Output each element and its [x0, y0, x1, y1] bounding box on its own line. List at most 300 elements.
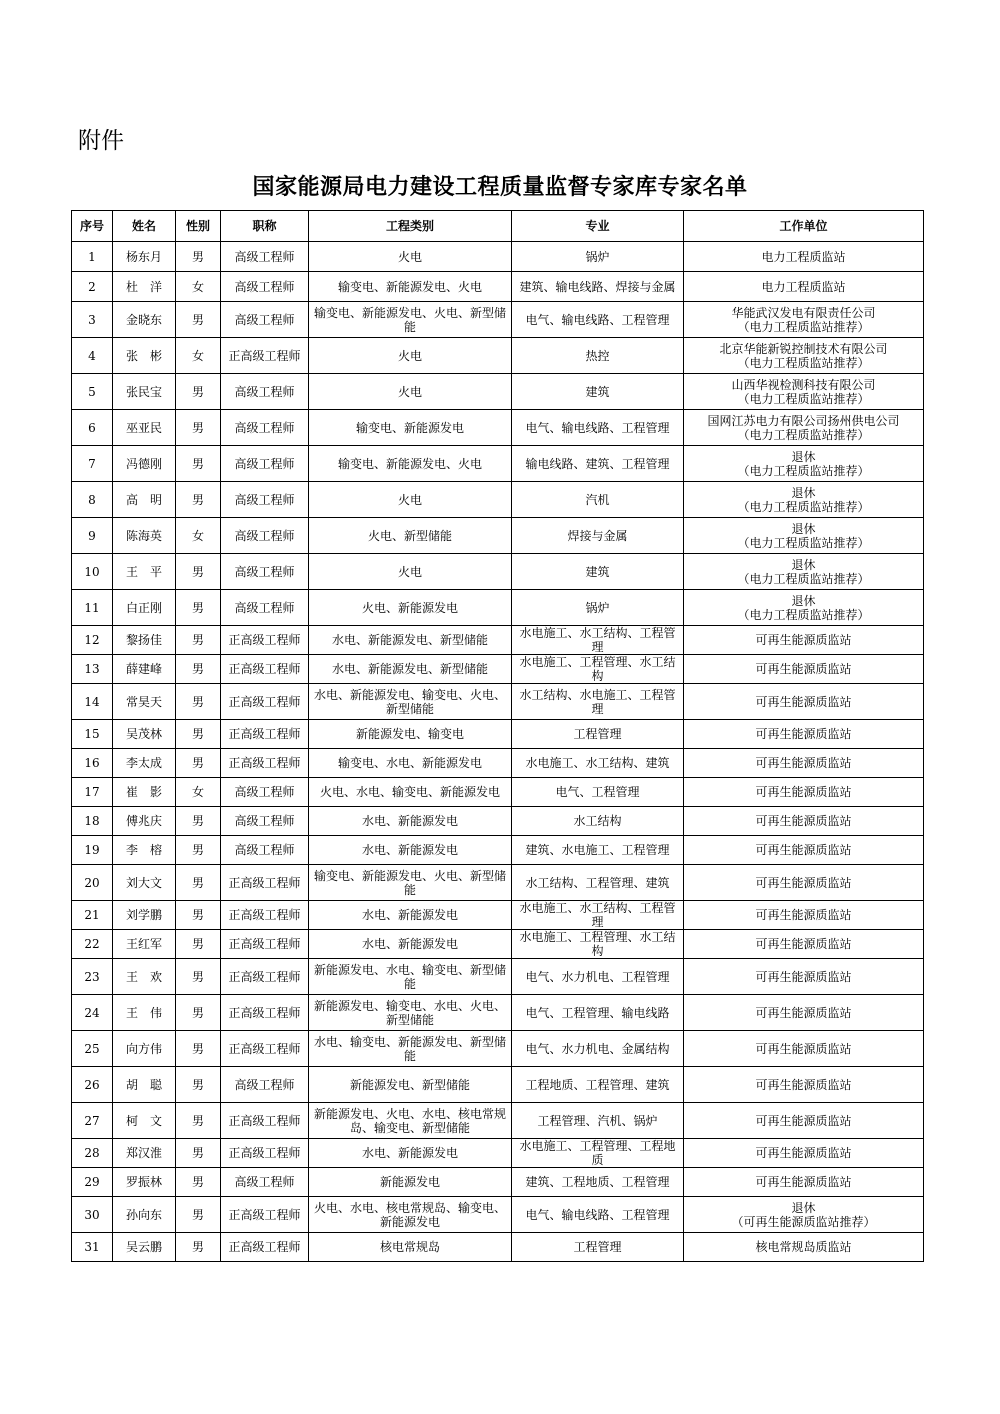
org-line: 电力工程质监站 — [761, 249, 846, 264]
cell-name: 白正刚 — [113, 590, 176, 626]
cell-rank: 正高级工程师 — [221, 930, 309, 959]
cell-name: 杜 洋 — [113, 272, 176, 302]
cell-rank: 高级工程师 — [221, 482, 309, 518]
cell-rank: 高级工程师 — [221, 1168, 309, 1197]
table-row — [72, 302, 924, 338]
cell-org — [684, 720, 924, 749]
cell-sex: 男 — [176, 590, 221, 626]
table-row — [72, 720, 924, 749]
org-line: 可再生能源质监站 — [755, 694, 852, 709]
cell-sex: 男 — [176, 749, 221, 778]
cell-name: 李太成 — [113, 749, 176, 778]
org-line: 华能武汉发电有限责任公司 — [731, 305, 876, 320]
org-line: 核电常规岛质监站 — [755, 1240, 852, 1254]
table-row — [72, 410, 924, 446]
org-line: 山西华视检测科技有限公司 — [731, 377, 876, 392]
table-row — [72, 1103, 924, 1139]
table-row — [72, 930, 924, 959]
cell-rank: 正高级工程师 — [221, 865, 309, 901]
cell-org — [684, 684, 924, 720]
org-line: 退休 — [791, 557, 816, 572]
cell-name: 李 榕 — [113, 836, 176, 865]
col-header-category: 工程类别 — [309, 211, 512, 242]
cell-no: 18 — [72, 807, 113, 836]
table-row — [72, 1233, 924, 1262]
cell-major: 建筑、输电线路、焊接与金属 — [512, 272, 684, 302]
cell-no: 10 — [72, 554, 113, 590]
cell-major: 电气、水力机电、金属结构 — [512, 1031, 684, 1067]
cell-rank: 高级工程师 — [221, 1067, 309, 1103]
org-line: 可再生能源质监站 — [755, 785, 852, 799]
cell-sex: 男 — [176, 482, 221, 518]
table-row — [72, 1197, 924, 1233]
org-line: 可再生能源质监站 — [755, 1146, 852, 1160]
cell-org — [684, 901, 924, 930]
org-line: 可再生能源质监站 — [755, 814, 852, 828]
expert-table — [71, 210, 924, 1262]
cell-no: 8 — [72, 482, 113, 518]
table-row — [72, 590, 924, 626]
table-row — [72, 626, 924, 655]
cell-major: 焊接与金属 — [512, 518, 684, 554]
cell-no: 14 — [72, 684, 113, 720]
org-line: 退休 — [791, 449, 816, 464]
cell-no: 1 — [72, 242, 113, 272]
cell-major: 锅炉 — [512, 242, 684, 272]
cell-category: 火电、水电、核电常规岛、输变电、新能源发电 — [309, 1197, 512, 1233]
cell-major: 水工结构 — [512, 807, 684, 836]
cell-no: 12 — [72, 626, 113, 655]
cell-category: 火电 — [309, 554, 512, 590]
cell-major: 锅炉 — [512, 590, 684, 626]
cell-name: 冯德刚 — [113, 446, 176, 482]
cell-rank: 正高级工程师 — [221, 1031, 309, 1067]
cell-major: 水电施工、水工结构、工程管理 — [512, 626, 684, 655]
cell-category: 新能源发电、输变电、水电、火电、新型储能 — [309, 995, 512, 1031]
cell-rank: 高级工程师 — [221, 242, 309, 272]
cell-name: 常昊天 — [113, 684, 176, 720]
org-line: 退休 — [791, 521, 816, 536]
cell-name: 高 明 — [113, 482, 176, 518]
table-header-row — [72, 211, 924, 242]
cell-rank: 正高级工程师 — [221, 655, 309, 684]
cell-rank: 正高级工程师 — [221, 1197, 309, 1233]
cell-category: 火电 — [309, 482, 512, 518]
cell-name: 张 彬 — [113, 338, 176, 374]
cell-org — [684, 1031, 924, 1067]
cell-no: 17 — [72, 778, 113, 807]
cell-no: 25 — [72, 1031, 113, 1067]
cell-major: 水电施工、工程管理、工程地质 — [512, 1139, 684, 1168]
cell-major: 建筑、水电施工、工程管理 — [512, 836, 684, 865]
cell-major: 水工结构、工程管理、建筑 — [512, 865, 684, 901]
cell-sex: 男 — [176, 1139, 221, 1168]
cell-no: 22 — [72, 930, 113, 959]
cell-no: 30 — [72, 1197, 113, 1233]
cell-major: 电气、工程管理、输电线路 — [512, 995, 684, 1031]
cell-major: 电气、输电线路、工程管理 — [512, 410, 684, 446]
cell-org — [684, 1067, 924, 1103]
org-recommend-line: （电力工程质监站推荐） — [737, 499, 870, 514]
cell-major: 电气、水力机电、工程管理 — [512, 959, 684, 995]
cell-no: 6 — [72, 410, 113, 446]
table-row — [72, 684, 924, 720]
cell-name: 王红军 — [113, 930, 176, 959]
cell-org — [684, 1168, 924, 1197]
cell-sex: 男 — [176, 1197, 221, 1233]
cell-category: 核电常规岛 — [309, 1233, 512, 1262]
cell-rank: 高级工程师 — [221, 518, 309, 554]
org-line: 可再生能源质监站 — [755, 1041, 852, 1056]
cell-sex: 男 — [176, 655, 221, 684]
org-line: 可再生能源质监站 — [755, 1005, 852, 1020]
cell-rank: 高级工程师 — [221, 302, 309, 338]
table-row — [72, 272, 924, 302]
cell-org — [684, 807, 924, 836]
org-recommend-line: （可再生能源质监站推荐） — [731, 1214, 876, 1229]
cell-sex: 男 — [176, 807, 221, 836]
cell-name: 陈海英 — [113, 518, 176, 554]
table-row — [72, 554, 924, 590]
org-line: 可再生能源质监站 — [755, 937, 852, 951]
cell-rank: 高级工程师 — [221, 272, 309, 302]
cell-sex: 男 — [176, 1067, 221, 1103]
org-recommend-line: （电力工程质监站推荐） — [737, 427, 870, 442]
cell-category: 火电 — [309, 242, 512, 272]
cell-org — [684, 995, 924, 1031]
cell-major: 水电施工、水工结构、建筑 — [512, 749, 684, 778]
table-row — [72, 1031, 924, 1067]
cell-no: 4 — [72, 338, 113, 374]
cell-category: 输变电、新能源发电、火电、新型储能 — [309, 865, 512, 901]
org-line: 退休 — [791, 593, 816, 608]
cell-name: 王 伟 — [113, 995, 176, 1031]
cell-major: 水电施工、水工结构、工程管理 — [512, 901, 684, 930]
cell-org — [684, 626, 924, 655]
table-row — [72, 446, 924, 482]
cell-org — [684, 554, 924, 590]
cell-no: 21 — [72, 901, 113, 930]
cell-rank: 正高级工程师 — [221, 959, 309, 995]
cell-no: 2 — [72, 272, 113, 302]
cell-category: 火电 — [309, 338, 512, 374]
cell-major: 电气、输电线路、工程管理 — [512, 1197, 684, 1233]
cell-no: 9 — [72, 518, 113, 554]
cell-category: 火电 — [309, 374, 512, 410]
table-row — [72, 374, 924, 410]
cell-sex: 男 — [176, 446, 221, 482]
cell-name: 金晓东 — [113, 302, 176, 338]
cell-category: 水电、新能源发电 — [309, 930, 512, 959]
cell-name: 刘学鹏 — [113, 901, 176, 930]
cell-sex: 男 — [176, 302, 221, 338]
org-line: 退休 — [791, 485, 816, 500]
org-line: 可再生能源质监站 — [755, 969, 852, 984]
org-recommend-line: （电力工程质监站推荐） — [737, 607, 870, 622]
table-row — [72, 1139, 924, 1168]
table-row — [72, 959, 924, 995]
cell-no: 19 — [72, 836, 113, 865]
cell-name: 薛建峰 — [113, 655, 176, 684]
cell-major: 汽机 — [512, 482, 684, 518]
cell-no: 28 — [72, 1139, 113, 1168]
table-row — [72, 749, 924, 778]
col-header-no: 序号 — [72, 211, 113, 242]
cell-major: 电气、工程管理 — [512, 778, 684, 807]
cell-sex: 男 — [176, 242, 221, 272]
cell-category: 新能源发电、新型储能 — [309, 1067, 512, 1103]
cell-sex: 男 — [176, 374, 221, 410]
table-row — [72, 518, 924, 554]
org-recommend-line: （电力工程质监站推荐） — [737, 571, 870, 586]
table-row — [72, 807, 924, 836]
cell-name: 巫亚民 — [113, 410, 176, 446]
cell-org — [684, 749, 924, 778]
cell-category: 水电、新能源发电、新型储能 — [309, 655, 512, 684]
cell-org — [684, 242, 924, 272]
cell-major: 工程地质、工程管理、建筑 — [512, 1067, 684, 1103]
col-header-sex: 性别 — [176, 211, 221, 242]
cell-no: 13 — [72, 655, 113, 684]
cell-category: 输变电、新能源发电、火电 — [309, 272, 512, 302]
cell-no: 16 — [72, 749, 113, 778]
cell-sex: 男 — [176, 959, 221, 995]
cell-no: 24 — [72, 995, 113, 1031]
cell-sex: 男 — [176, 1031, 221, 1067]
cell-rank: 正高级工程师 — [221, 1139, 309, 1168]
cell-rank: 正高级工程师 — [221, 684, 309, 720]
table-row — [72, 482, 924, 518]
cell-rank: 正高级工程师 — [221, 338, 309, 374]
cell-sex: 男 — [176, 1103, 221, 1139]
cell-category: 火电、新型储能 — [309, 518, 512, 554]
org-line: 可再生能源质监站 — [755, 875, 852, 890]
cell-org — [684, 1139, 924, 1168]
cell-name: 郑汉淮 — [113, 1139, 176, 1168]
cell-category: 火电、新能源发电 — [309, 590, 512, 626]
cell-org — [684, 1197, 924, 1233]
cell-category: 新能源发电、水电、输变电、新型储能 — [309, 959, 512, 995]
cell-sex: 女 — [176, 518, 221, 554]
cell-org — [684, 374, 924, 410]
cell-sex: 男 — [176, 1233, 221, 1262]
cell-sex: 男 — [176, 1168, 221, 1197]
cell-category: 水电、新能源发电 — [309, 1139, 512, 1168]
cell-org — [684, 518, 924, 554]
cell-sex: 男 — [176, 554, 221, 590]
cell-name: 黎扬佳 — [113, 626, 176, 655]
cell-name: 吴茂林 — [113, 720, 176, 749]
org-line: 退休 — [791, 1200, 816, 1215]
cell-no: 5 — [72, 374, 113, 410]
cell-major: 工程管理 — [512, 1233, 684, 1262]
org-line: 可再生能源质监站 — [755, 756, 852, 770]
cell-sex: 女 — [176, 778, 221, 807]
cell-category: 新能源发电、火电、水电、核电常规岛、输变电、新型储能 — [309, 1103, 512, 1139]
cell-major: 输电线路、建筑、工程管理 — [512, 446, 684, 482]
cell-no: 20 — [72, 865, 113, 901]
cell-sex: 男 — [176, 720, 221, 749]
cell-name: 胡 聪 — [113, 1067, 176, 1103]
cell-org — [684, 930, 924, 959]
table-row — [72, 995, 924, 1031]
cell-rank: 正高级工程师 — [221, 626, 309, 655]
org-recommend-line: （电力工程质监站推荐） — [737, 535, 870, 550]
cell-category: 输变电、水电、新能源发电 — [309, 749, 512, 778]
org-line: 可再生能源质监站 — [755, 1113, 852, 1128]
cell-sex: 女 — [176, 272, 221, 302]
cell-no: 11 — [72, 590, 113, 626]
org-line: 北京华能新锐控制技术有限公司 — [719, 341, 888, 356]
cell-rank: 高级工程师 — [221, 554, 309, 590]
cell-major: 水工结构、水电施工、工程管理 — [512, 684, 684, 720]
cell-category: 水电、新能源发电、输变电、火电、新型储能 — [309, 684, 512, 720]
cell-name: 罗振林 — [113, 1168, 176, 1197]
cell-rank: 高级工程师 — [221, 410, 309, 446]
cell-category: 新能源发电 — [309, 1168, 512, 1197]
cell-no: 23 — [72, 959, 113, 995]
cell-sex: 男 — [176, 836, 221, 865]
cell-sex: 男 — [176, 930, 221, 959]
org-line: 可再生能源质监站 — [755, 908, 852, 922]
col-header-name: 姓名 — [113, 211, 176, 242]
cell-category: 水电、新能源发电、新型储能 — [309, 626, 512, 655]
cell-rank: 正高级工程师 — [221, 901, 309, 930]
table-row — [72, 338, 924, 374]
cell-sex: 男 — [176, 410, 221, 446]
document-title: 国家能源局电力建设工程质量监督专家库专家名单 — [252, 174, 748, 200]
cell-org — [684, 1103, 924, 1139]
org-line: 可再生能源质监站 — [755, 1175, 852, 1189]
cell-rank: 高级工程师 — [221, 446, 309, 482]
cell-name: 刘大文 — [113, 865, 176, 901]
cell-no: 7 — [72, 446, 113, 482]
cell-major: 建筑 — [512, 554, 684, 590]
cell-org — [684, 865, 924, 901]
cell-rank: 正高级工程师 — [221, 1103, 309, 1139]
cell-org — [684, 338, 924, 374]
org-line: 可再生能源质监站 — [755, 843, 852, 857]
cell-no: 26 — [72, 1067, 113, 1103]
cell-category: 水电、新能源发电 — [309, 901, 512, 930]
org-recommend-line: （电力工程质监站推荐） — [737, 319, 870, 334]
cell-no: 29 — [72, 1168, 113, 1197]
cell-category: 火电、水电、输变电、新能源发电 — [309, 778, 512, 807]
cell-no: 3 — [72, 302, 113, 338]
cell-major: 电气、输电线路、工程管理 — [512, 302, 684, 338]
cell-major: 水电施工、工程管理、水工结构 — [512, 930, 684, 959]
cell-major: 建筑、工程地质、工程管理 — [512, 1168, 684, 1197]
cell-name: 张民宝 — [113, 374, 176, 410]
cell-name: 傅兆庆 — [113, 807, 176, 836]
cell-category: 水电、输变电、新能源发电、新型储能 — [309, 1031, 512, 1067]
cell-sex: 女 — [176, 338, 221, 374]
org-recommend-line: （电力工程质监站推荐） — [737, 391, 870, 406]
table-row — [72, 655, 924, 684]
cell-rank: 高级工程师 — [221, 590, 309, 626]
cell-category: 水电、新能源发电 — [309, 807, 512, 836]
table-row — [72, 865, 924, 901]
col-header-major: 专业 — [512, 211, 684, 242]
table-row — [72, 1067, 924, 1103]
cell-rank: 正高级工程师 — [221, 1233, 309, 1262]
col-header-rank: 职称 — [221, 211, 309, 242]
cell-category: 输变电、新能源发电、火电、新型储能 — [309, 302, 512, 338]
cell-org — [684, 959, 924, 995]
table-row — [72, 1168, 924, 1197]
org-line: 可再生能源质监站 — [755, 662, 852, 676]
table-row — [72, 778, 924, 807]
col-header-org: 工作单位 — [684, 211, 924, 242]
org-line: 可再生能源质监站 — [755, 1077, 852, 1092]
org-recommend-line: （电力工程质监站推荐） — [737, 463, 870, 478]
cell-rank: 高级工程师 — [221, 807, 309, 836]
org-line: 电力工程质监站 — [761, 279, 846, 294]
org-recommend-line: （电力工程质监站推荐） — [737, 355, 870, 370]
cell-rank: 正高级工程师 — [221, 720, 309, 749]
cell-sex: 男 — [176, 684, 221, 720]
cell-rank: 正高级工程师 — [221, 749, 309, 778]
cell-rank: 高级工程师 — [221, 374, 309, 410]
table-row — [72, 242, 924, 272]
cell-name: 王 平 — [113, 554, 176, 590]
cell-org — [684, 410, 924, 446]
cell-rank: 高级工程师 — [221, 778, 309, 807]
cell-no: 27 — [72, 1103, 113, 1139]
cell-sex: 男 — [176, 626, 221, 655]
cell-category: 水电、新能源发电 — [309, 836, 512, 865]
cell-name: 孙向东 — [113, 1197, 176, 1233]
cell-name: 向方伟 — [113, 1031, 176, 1067]
cell-major: 建筑 — [512, 374, 684, 410]
cell-org — [684, 302, 924, 338]
cell-rank: 正高级工程师 — [221, 995, 309, 1031]
org-line: 可再生能源质监站 — [755, 727, 852, 741]
cell-rank: 高级工程师 — [221, 836, 309, 865]
table-row — [72, 836, 924, 865]
cell-no: 31 — [72, 1233, 113, 1262]
cell-name: 吴云鹏 — [113, 1233, 176, 1262]
org-line: 国网江苏电力有限公司扬州供电公司 — [707, 413, 900, 428]
cell-org — [684, 778, 924, 807]
cell-name: 柯 文 — [113, 1103, 176, 1139]
cell-org — [684, 590, 924, 626]
cell-org — [684, 836, 924, 865]
cell-major: 热控 — [512, 338, 684, 374]
cell-category: 输变电、新能源发电、火电 — [309, 446, 512, 482]
cell-category: 输变电、新能源发电 — [309, 410, 512, 446]
cell-org — [684, 446, 924, 482]
cell-org — [684, 482, 924, 518]
cell-name: 王 欢 — [113, 959, 176, 995]
cell-category: 新能源发电、输变电 — [309, 720, 512, 749]
table-row — [72, 901, 924, 930]
cell-major: 工程管理、汽机、锅炉 — [512, 1103, 684, 1139]
cell-name: 崔 影 — [113, 778, 176, 807]
cell-sex: 男 — [176, 901, 221, 930]
cell-org — [684, 1233, 924, 1262]
cell-org — [684, 655, 924, 684]
cell-major: 工程管理 — [512, 720, 684, 749]
attachment-label: 附件 — [78, 128, 124, 154]
cell-sex: 男 — [176, 865, 221, 901]
table-body — [72, 242, 924, 1262]
cell-name: 杨东月 — [113, 242, 176, 272]
cell-sex: 男 — [176, 995, 221, 1031]
org-line: 可再生能源质监站 — [755, 633, 852, 647]
cell-major: 水电施工、工程管理、水工结构 — [512, 655, 684, 684]
cell-no: 15 — [72, 720, 113, 749]
